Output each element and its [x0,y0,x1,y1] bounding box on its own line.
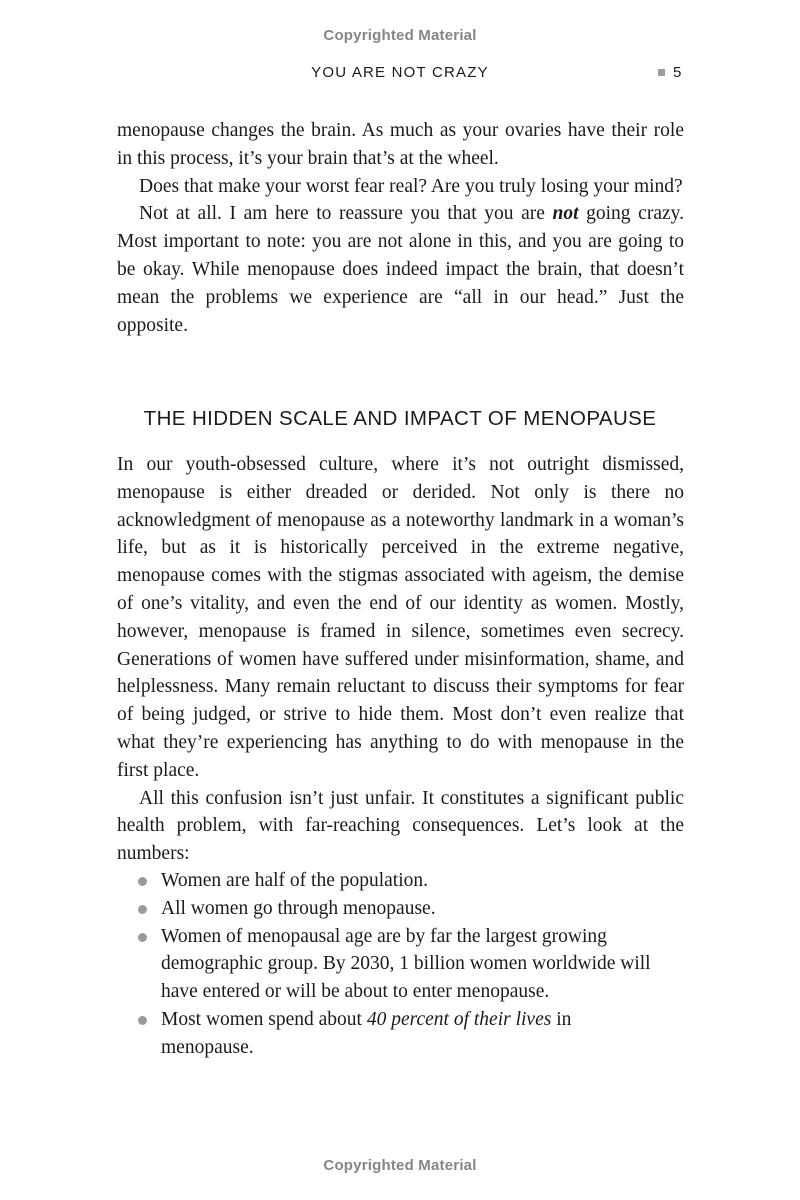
list-item [138,867,658,895]
paragraph: All this confusion isn’t just unfair. It constitutes a significant public health problem, with far-reaching consequences. Let’s look at the numbers: [117,787,684,865]
section-heading: THE HIDDEN SCALE AND IMPACT OF MENOPAUSE [143,407,657,430]
paragraph: Does that make your worst fear real? Are you truly losing your mind? [139,175,683,197]
copyright-watermark-bottom: Copyrighted Material [323,1157,477,1174]
list-item [138,1006,658,1062]
bullet-list [138,867,658,1062]
list-item-text: Women of menopausal age are by far the largest growing demographic group. By 2030, 1 billion women worldwide will have entered or will be about to enter menopause. [161,925,651,1003]
paragraph: In our youth-obsessed culture, where it’s not outright dismissed, menopause is either dreaded or derided. Not only is there no acknowledgment of menopause as a noteworthy landmark in a woman’s life, but as it is historically perceived in the extreme negative, menopause comes with the stigmas associated with ageism, the demise of one’s vitality, and even the end of our identity as women. Mostly, however, menopause is framed in silence, sometimes even secrecy. Generations of women have suffered under misinformation, shame, and helplessness. Many remain reluctant to discuss their symptoms for fear of being judged, or strive to hide them. Most don’t even realize that what they’re experiencing has anything to do with menopause in the first place. [117,454,684,781]
page-number-value: 5 [673,64,682,81]
paragraph-text: Not at all. I am here to reassure you that you are [139,203,553,225]
running-head: YOU ARE NOT CRAZY [311,64,489,81]
list-item-text: Most women spend about [161,1008,367,1030]
bullet-icon [138,877,147,886]
paragraph-text: going crazy. Most important to note: you are not alone in this, and you are going to be okay. While menopause does indeed impact the brain, that doesn’t mean the problems we experience are “all in our head.” Just the opposite. [117,203,684,336]
emphasis-text: not [552,203,579,225]
section-text [117,451,684,868]
list-item [138,923,658,1006]
emphasis-text: 40 percent of their lives [366,1008,552,1030]
bullet-icon [138,905,147,914]
list-item-text: All women go through menopause. [161,897,436,919]
bullet-icon [138,1016,147,1025]
bullet-icon [138,933,147,942]
page-number [658,64,681,81]
copyright-watermark-top: Copyrighted Material [323,27,477,44]
paragraph: menopause changes the brain. As much as your ovaries have their role in this process, it’s your brain that’s at the wheel. [117,120,684,169]
opening-text [117,117,684,339]
list-item-text: in menopause. [161,1008,572,1058]
list-item [138,895,658,923]
folio-marker-icon [658,69,665,76]
list-item-text: Women are half of the population. [161,870,429,891]
paragraph [117,200,684,339]
